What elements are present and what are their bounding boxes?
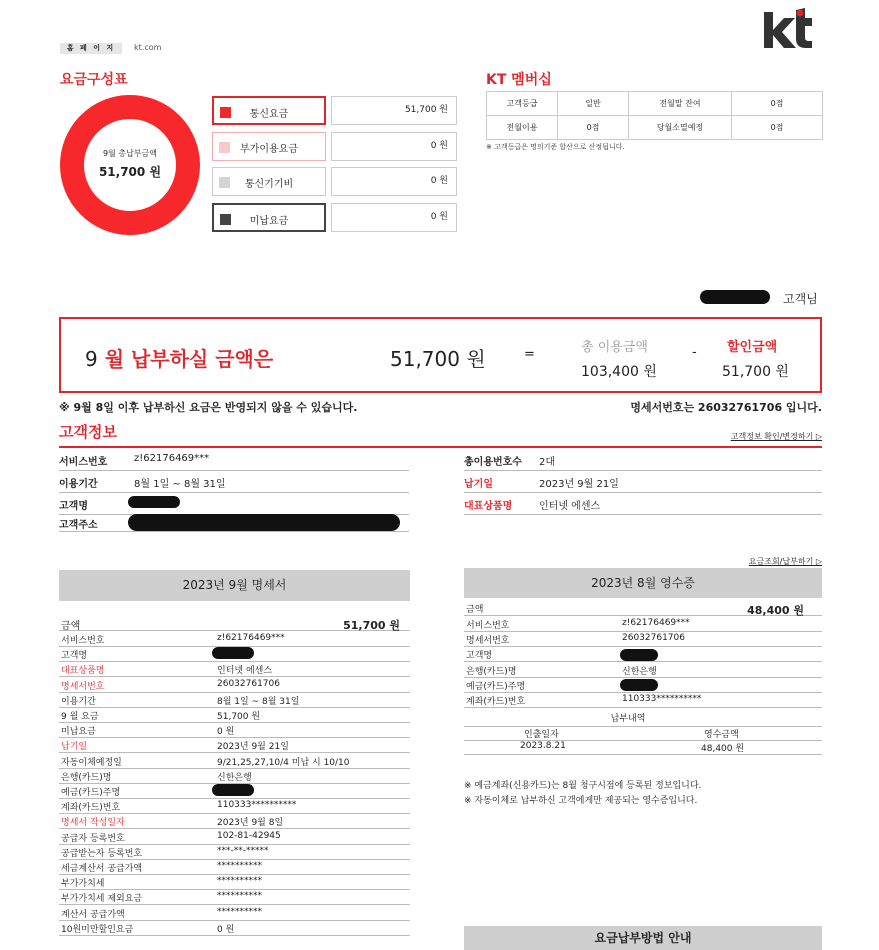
legend-extra-fee[interactable] bbox=[212, 132, 326, 161]
statement-row bbox=[59, 830, 410, 845]
row-value: ********** bbox=[217, 891, 262, 902]
statement-row bbox=[59, 875, 410, 890]
row-key: 계좌(카드)번호 bbox=[466, 697, 526, 707]
redacted-owner bbox=[212, 784, 254, 796]
statement-row bbox=[59, 799, 410, 814]
info-row-product bbox=[464, 493, 822, 515]
statement-row bbox=[59, 860, 410, 875]
row-key: 고객명 bbox=[61, 651, 88, 662]
row-value: 인터넷 에센스 bbox=[217, 666, 273, 677]
row-key: 서비스번호 bbox=[466, 621, 510, 631]
receipt-header: 2023년 8월 영수증 bbox=[464, 568, 822, 598]
row-key: 명세서번호 bbox=[466, 636, 510, 647]
row-value: 2023년 9월 21일 bbox=[217, 742, 289, 753]
info-value: z!62176469*** bbox=[134, 453, 210, 464]
membership-table bbox=[486, 91, 823, 140]
legend-label: 부가이용요금 bbox=[240, 144, 298, 155]
total-usage-amount: 103,400 원 bbox=[581, 364, 657, 380]
redacted-owner bbox=[620, 679, 658, 691]
row-value: ***-**-***** bbox=[217, 845, 269, 856]
redacted-name bbox=[620, 649, 658, 661]
row-key: 은행(카드)명 bbox=[466, 666, 517, 677]
history-amount: 48,400 원 bbox=[701, 744, 745, 754]
row-value: 51,700 원 bbox=[343, 619, 400, 632]
discount-amount: 51,700 원 bbox=[722, 364, 789, 380]
membership-note: ※ 고객등급은 명의기준 합산으로 산정됩니다. bbox=[486, 143, 625, 151]
row-value: 51,700 원 bbox=[217, 712, 261, 722]
table-cell: 당월소멸예정 bbox=[629, 116, 732, 140]
row-value: 102-81-42945 bbox=[217, 830, 281, 841]
payment-method-header: 요금납부방법 안내 bbox=[464, 926, 822, 950]
statement-row bbox=[59, 632, 410, 647]
table-row bbox=[487, 116, 823, 140]
legend-value: 51,700 원 bbox=[331, 96, 457, 125]
statement-row bbox=[59, 890, 410, 905]
donut-label: 9월 총납부금액 bbox=[102, 149, 157, 158]
row-value: 신한은행 bbox=[217, 772, 252, 783]
info-value: 8월 1일 ~ 8월 31일 bbox=[134, 479, 226, 490]
row-value: 26032761706 bbox=[217, 678, 280, 689]
col-amount-label: 영수금액 bbox=[704, 730, 739, 740]
legend-label: 통신요금 bbox=[249, 109, 289, 120]
legend-value: 0 원 bbox=[331, 132, 457, 161]
info-row-total-numbers bbox=[464, 449, 822, 471]
legend-telecom-fee[interactable] bbox=[212, 96, 326, 125]
statement-row bbox=[59, 708, 410, 723]
row-key: 예금(카드)주명 bbox=[61, 788, 121, 798]
info-row-due-date bbox=[464, 471, 822, 493]
row-value: 0 원 bbox=[217, 727, 235, 738]
row-key: 공급받는자 등록번호 bbox=[61, 848, 143, 859]
payment-month: 9 bbox=[85, 347, 98, 371]
row-key: 공급자 등록번호 bbox=[61, 833, 125, 844]
history-header-row bbox=[464, 726, 822, 741]
statement-row bbox=[59, 678, 410, 693]
home-link[interactable]: 홈 페 이 지 bbox=[60, 43, 122, 54]
statement-row bbox=[59, 845, 410, 860]
legend-label: 미납요금 bbox=[249, 216, 289, 227]
statement-row bbox=[59, 754, 410, 769]
bill-composition-title: 요금구성표 bbox=[60, 72, 128, 88]
row-value: 48,400 원 bbox=[747, 604, 804, 617]
redacted-name bbox=[128, 496, 180, 508]
receipt-note-1: ※ 예금계좌(신용카드)는 8월 청구시점에 등록된 정보입니다. bbox=[464, 781, 702, 791]
row-key: 자동이체예정일 bbox=[61, 757, 122, 768]
info-key: 대표상품명 bbox=[464, 501, 513, 512]
row-value: 8월 1일 ~ 8월 31일 bbox=[217, 696, 300, 707]
customer-info-title: 고객정보 bbox=[59, 423, 117, 441]
legend-unpaid-fee[interactable] bbox=[212, 203, 326, 232]
redacted-name bbox=[212, 647, 254, 659]
statement-row bbox=[59, 769, 410, 784]
customer-suffix: 고객님 bbox=[783, 292, 818, 306]
bill-number-text: 명세서번호는 26032761706 입니다. bbox=[630, 401, 822, 414]
info-row-period bbox=[59, 471, 409, 493]
table-cell: 0점 bbox=[732, 92, 823, 116]
statement-row bbox=[59, 906, 410, 921]
history-label: 납부내역 bbox=[610, 714, 646, 724]
statement-row bbox=[59, 814, 410, 829]
row-value: z!62176469*** bbox=[217, 633, 285, 643]
table-cell: 전월이용 bbox=[487, 116, 558, 140]
row-value: 9/21,25,27,10/4 미납 시 10/10 bbox=[217, 757, 350, 768]
row-key: 금액 bbox=[466, 605, 484, 615]
kt-logo bbox=[762, 8, 814, 52]
late-payment-warning: ※ 9월 8일 이후 납부하신 요금은 반영되지 않을 수 있습니다. bbox=[59, 401, 358, 414]
row-value: 신한은행 bbox=[622, 666, 657, 677]
receipt-row bbox=[464, 693, 822, 708]
statement-row bbox=[59, 921, 410, 936]
info-key: 총이용번호수 bbox=[464, 457, 522, 468]
row-key: 계산서 공급가액 bbox=[61, 909, 125, 920]
row-key: 서비스번호 bbox=[61, 636, 105, 646]
total-usage-label: 총 이용금액 bbox=[581, 340, 648, 355]
customer-info-link[interactable]: 고객정보 확인/변경하기 ▷ bbox=[730, 432, 822, 441]
row-key: 은행(카드)명 bbox=[61, 772, 112, 783]
legend-value: 0 원 bbox=[331, 167, 457, 196]
info-key: 고객명 bbox=[59, 501, 88, 512]
statement-row bbox=[59, 662, 410, 677]
row-key: 부가가치세 bbox=[61, 879, 105, 890]
col-date-label: 인출일자 bbox=[524, 730, 559, 740]
statement-row bbox=[59, 723, 410, 738]
membership-title: KT 멤버십 bbox=[486, 72, 552, 88]
receipt-note-2: ※ 자동이체로 납부하신 고객에게만 제공되는 영수증입니다. bbox=[464, 796, 698, 806]
row-value: 110333********** bbox=[622, 694, 702, 704]
legend-label: 통신기기비 bbox=[244, 179, 294, 190]
receipt-row bbox=[464, 663, 822, 678]
statement-header: 2023년 9월 명세서 bbox=[59, 570, 410, 601]
redacted-name bbox=[700, 290, 770, 304]
statement-amount-row bbox=[59, 616, 410, 631]
row-key: 고객명 bbox=[466, 651, 493, 662]
info-key: 납기일 bbox=[464, 479, 493, 490]
info-value: 인터넷 에센스 bbox=[539, 501, 601, 512]
divider bbox=[59, 446, 822, 448]
row-key: 이용기간 bbox=[61, 696, 96, 707]
row-key: 대표상품명 bbox=[61, 666, 105, 677]
row-key: 세금계산서 공급가액 bbox=[61, 864, 143, 874]
info-key: 이용기간 bbox=[59, 479, 98, 490]
info-row-service-number bbox=[59, 449, 409, 471]
row-value: 0 원 bbox=[217, 924, 235, 935]
row-value: ********** bbox=[217, 876, 262, 887]
minus-sign: - bbox=[692, 345, 697, 360]
history-date: 2023.8.21 bbox=[520, 741, 566, 751]
row-value: 26032761706 bbox=[622, 633, 685, 644]
equals-sign: = bbox=[524, 347, 535, 362]
discount-label: 할인금액 bbox=[727, 340, 778, 355]
legend-value: 0 원 bbox=[331, 203, 457, 232]
row-key: 부가가치세 제외요금 bbox=[61, 894, 143, 905]
row-key: 9 월 요금 bbox=[61, 712, 99, 722]
row-key: 10원미만할인요금 bbox=[61, 924, 134, 935]
receipt-row bbox=[464, 632, 822, 647]
donut-amount: 51,700 원 bbox=[98, 165, 162, 179]
inquiry-payment-link[interactable]: 요금조회/납부하기 ▷ bbox=[748, 557, 822, 566]
receipt-row bbox=[464, 617, 822, 632]
row-value: ********** bbox=[217, 861, 262, 871]
row-value: 110333********** bbox=[217, 800, 297, 811]
info-key: 서비스번호 bbox=[59, 457, 108, 468]
table-cell: 고객등급 bbox=[487, 92, 558, 116]
home-url[interactable]: kt.com bbox=[134, 43, 162, 52]
payment-amount: 51,700 원 bbox=[390, 347, 486, 371]
row-value: ********** bbox=[217, 906, 262, 917]
row-key: 예금(카드)주명 bbox=[466, 681, 526, 692]
row-value: 2023년 9월 8일 bbox=[217, 818, 284, 829]
info-key: 고객주소 bbox=[59, 520, 98, 531]
row-value: z!62176469*** bbox=[622, 618, 690, 628]
row-key: 명세서번호 bbox=[61, 681, 105, 692]
history-row bbox=[464, 740, 822, 755]
table-row bbox=[487, 92, 823, 116]
info-value: 2023년 9월 21일 bbox=[539, 479, 619, 490]
row-key: 명세서 작성일자 bbox=[61, 818, 125, 829]
redacted-address bbox=[128, 514, 400, 531]
table-cell: 0점 bbox=[732, 116, 823, 140]
info-value: 2대 bbox=[539, 457, 556, 468]
row-key: 미납요금 bbox=[61, 727, 96, 738]
payment-title bbox=[85, 343, 273, 372]
receipt-amount-row bbox=[464, 601, 822, 616]
payment-title-text: 월 납부하실 금액은 bbox=[104, 347, 274, 371]
statement-row bbox=[59, 738, 410, 753]
table-cell: 0점 bbox=[558, 116, 629, 140]
table-cell: 일반 bbox=[558, 92, 629, 116]
row-key: 금액 bbox=[61, 621, 81, 632]
statement-row bbox=[59, 693, 410, 708]
table-cell: 전월말 잔여 bbox=[629, 92, 732, 116]
row-key: 납기일 bbox=[61, 742, 88, 753]
legend-device-fee[interactable] bbox=[212, 167, 326, 196]
row-key: 계좌(카드)번호 bbox=[61, 803, 121, 814]
